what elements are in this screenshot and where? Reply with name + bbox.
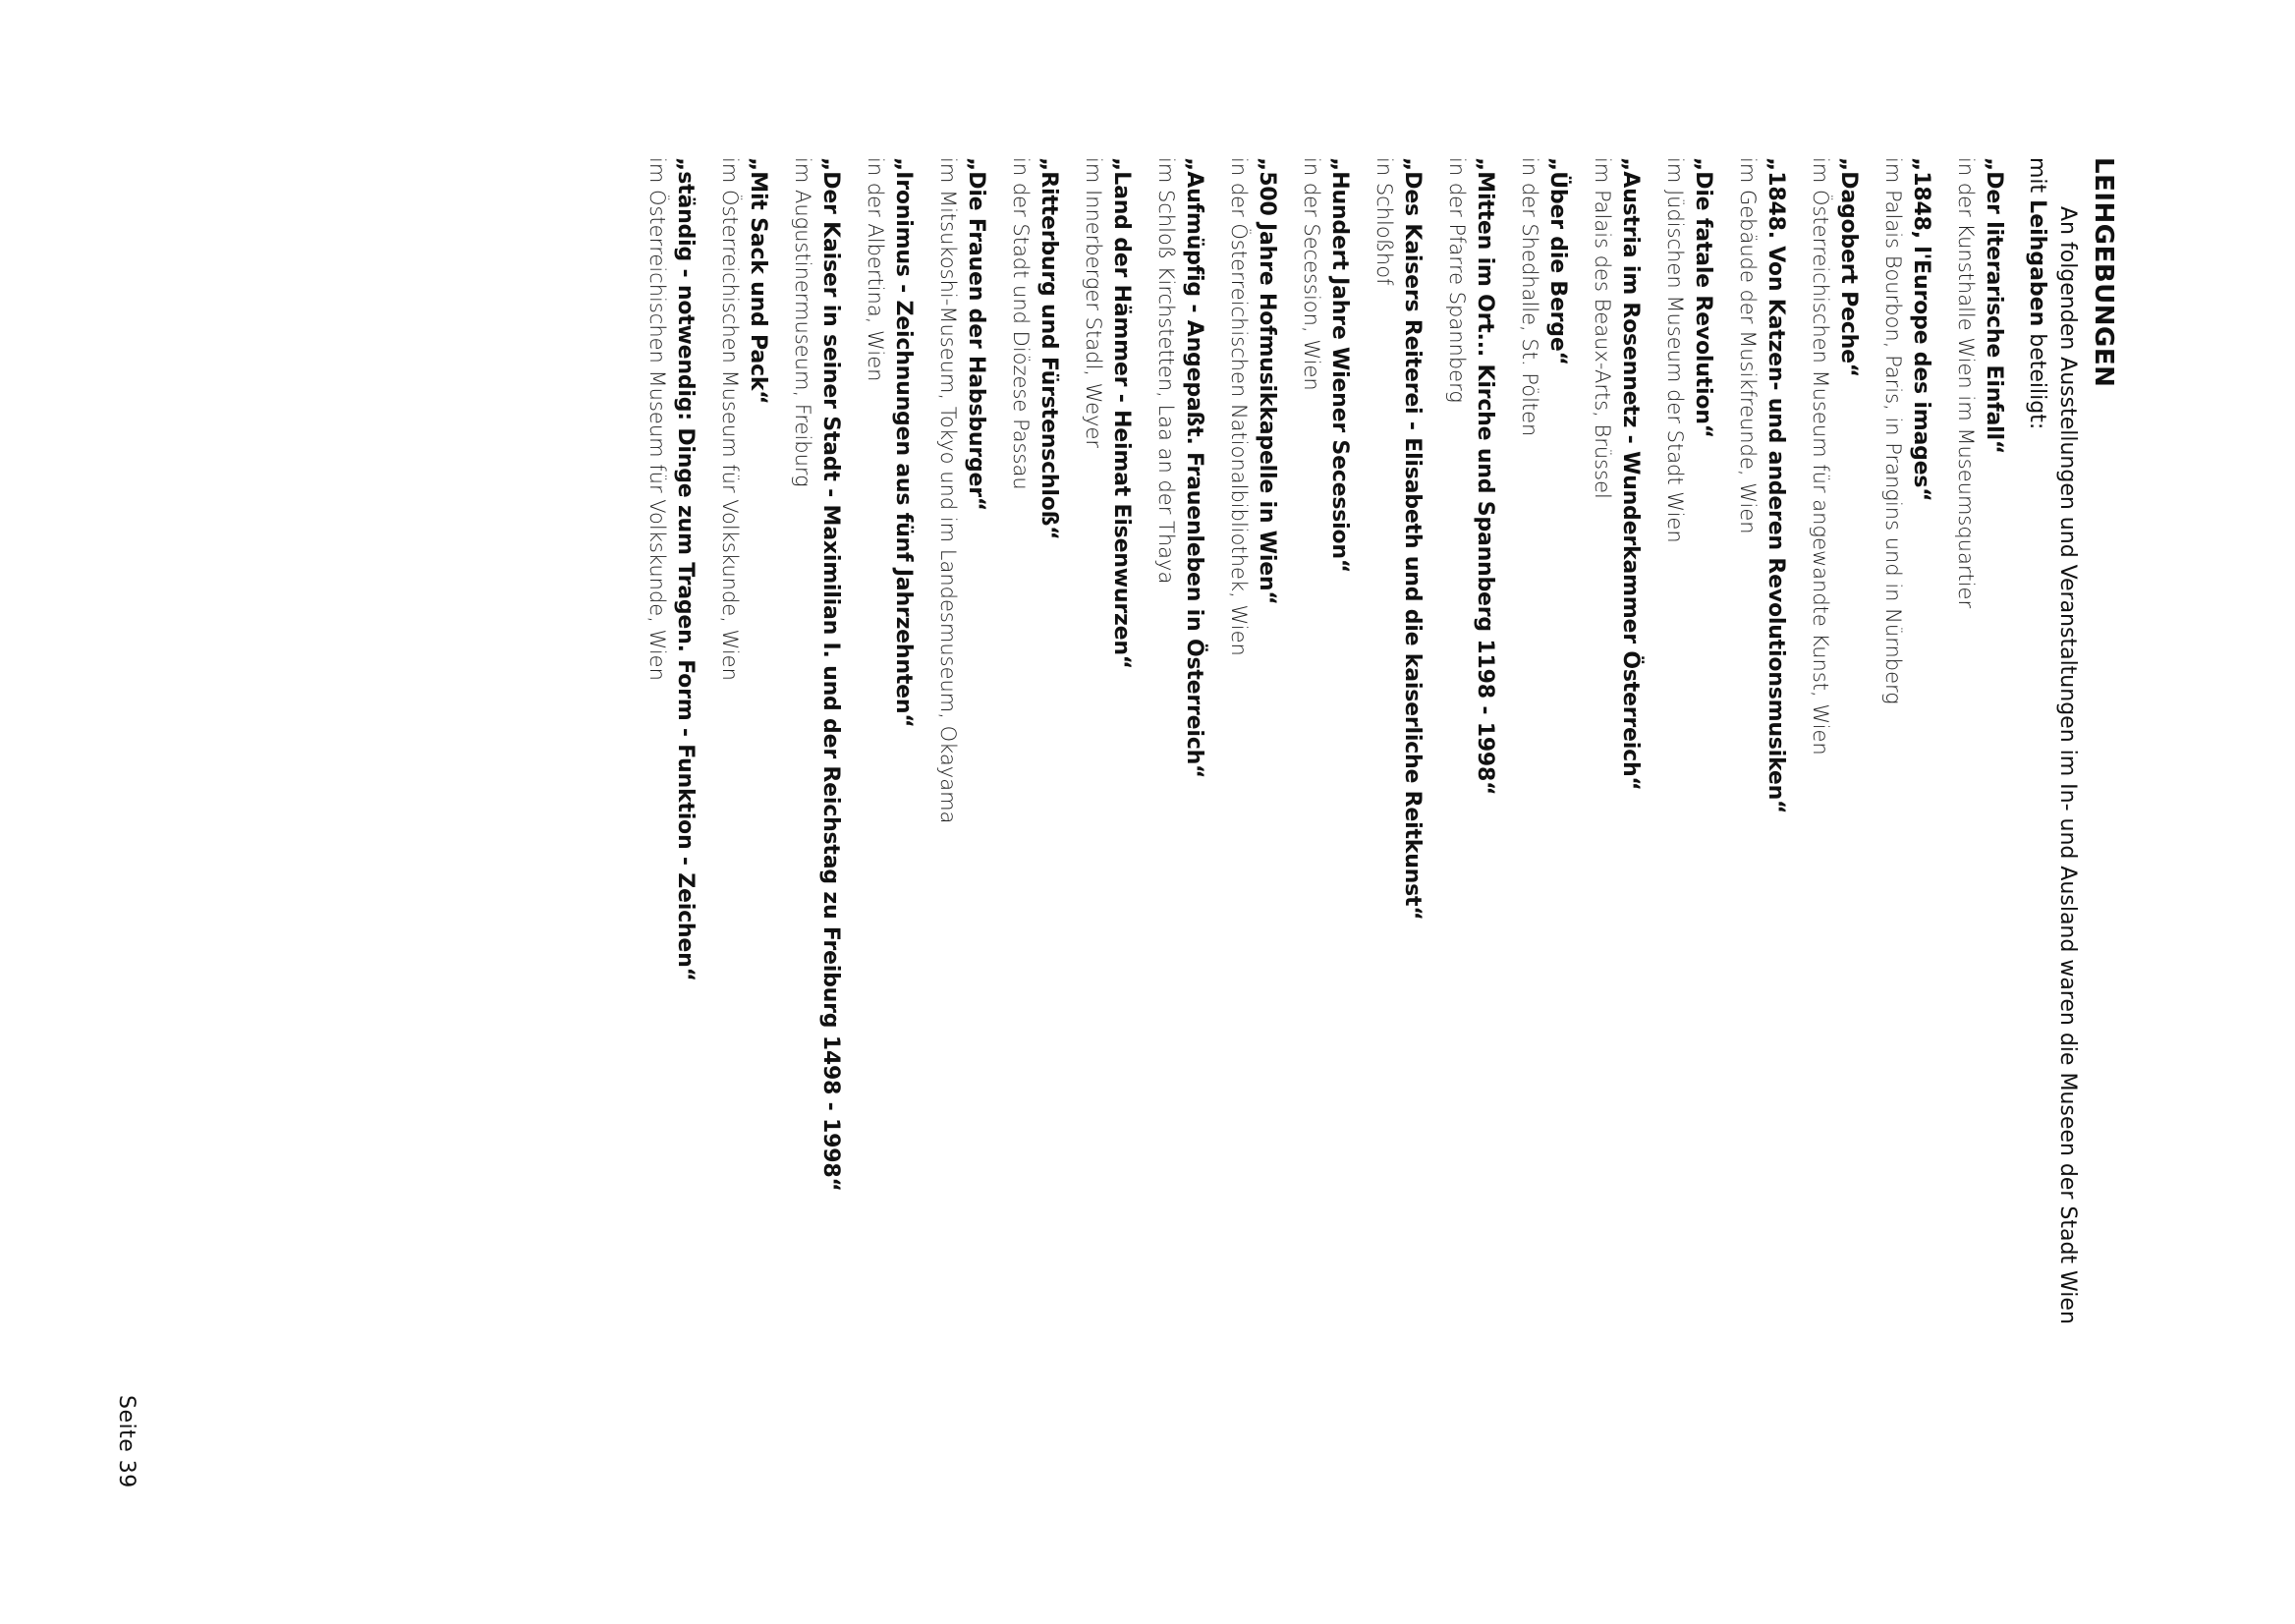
exhibition-title: „Dagobert Peche“ bbox=[1836, 157, 1861, 378]
exhibition-venue: in der Secession, Wien bbox=[1300, 157, 1323, 391]
list-item bbox=[1589, 157, 1645, 1434]
list-item bbox=[716, 157, 772, 1434]
list-item bbox=[789, 157, 845, 1434]
exhibition-venue: in der Shedhalle, St. Pölten bbox=[1518, 157, 1541, 437]
exhibition-title: „Des Kaisers Reiterei - Elisabeth und die kaiserliche Reitkunst“ bbox=[1400, 157, 1425, 921]
exhibition-title: „Land der Hämmer - Heimat Eisenwurzen“ bbox=[1109, 157, 1134, 670]
list-item bbox=[1298, 157, 1354, 1434]
exhibition-title: „1848, l'Europe des images“ bbox=[1909, 157, 1933, 502]
exhibition-title: „Die fatale Revolution“ bbox=[1691, 157, 1715, 438]
page-content bbox=[627, 157, 2118, 1434]
section-heading: LEIHGEBUNGEN bbox=[2089, 157, 2118, 388]
exhibition-title: „Aufmüpfig - Angepaßt. Frauenleben in Österreich“ bbox=[1182, 157, 1206, 779]
exhibition-venue: im Jüdischen Museum der Stadt Wien bbox=[1663, 157, 1687, 543]
exhibition-title: „Ironimus - Zeichnungen aus fünf Jahrzehnten“ bbox=[891, 157, 916, 728]
exhibition-title: „Mitten im Ort... Kirche und Spannberg 1198 - 1998“ bbox=[1473, 157, 1497, 796]
exhibition-title: „Der literarische Einfall“ bbox=[1982, 157, 2006, 455]
exhibition-title: „1848. Von Katzen- und anderen Revolutionsmusiken“ bbox=[1763, 157, 1788, 814]
list-item bbox=[1371, 157, 1427, 1434]
exhibition-venue: in der Albertina, Wien bbox=[864, 157, 887, 382]
exhibition-venue: in der Stadt und Diözese Passau bbox=[1009, 157, 1033, 490]
exhibition-title: „ständig - notwendig: Dinge zum Tragen. Form - Funktion - Zeichen“ bbox=[673, 157, 698, 981]
exhibition-title: „Hundert Jahre Wiener Secession“ bbox=[1327, 157, 1352, 574]
exhibition-venue: im Österreichischen Museum für Volkskunde, Wien bbox=[645, 157, 669, 681]
loan-exhibition-list bbox=[644, 157, 2008, 1434]
exhibition-title: „Der Kaiser in seiner Stadt - Maximilian I. und der Reichstag zu Freiburg 1498 - 1998“ bbox=[818, 157, 843, 1192]
list-item bbox=[1443, 157, 1499, 1434]
exhibition-venue: im Palais Bourbon, Paris, in Prangins und in Nürnberg bbox=[1881, 157, 1905, 704]
exhibition-venue: in der Kunsthalle Wien im Museumsquartier bbox=[1954, 157, 1978, 609]
intro-paragraph bbox=[2022, 157, 2083, 1434]
page-number: Seite 39 bbox=[114, 1395, 139, 1488]
list-item bbox=[1080, 157, 1136, 1434]
exhibition-title: „500 Jahre Hofmusikkapelle in Wien“ bbox=[1255, 157, 1279, 605]
exhibition-venue: in der Pfarre Spannberg bbox=[1445, 157, 1469, 403]
exhibition-title: „Mit Sack und Pack“ bbox=[746, 157, 770, 405]
list-item bbox=[1661, 157, 1717, 1434]
list-item bbox=[1225, 157, 1281, 1434]
exhibition-venue: in der Österreichischen Nationalbibliothek, Wien bbox=[1227, 157, 1251, 656]
exhibition-venue: in Schloßhof bbox=[1372, 157, 1396, 286]
exhibition-venue: im Mitsukoshi-Museum, Tokyo und im Landesmuseum, Okayama bbox=[936, 157, 960, 824]
exhibition-title: „Die Frauen der Habsburger“ bbox=[964, 157, 988, 512]
exhibition-title: „Ritterburg und Fürstenschloß“ bbox=[1036, 157, 1061, 540]
intro-line-2-bold: Leihgaben bbox=[2025, 199, 2049, 327]
list-item bbox=[862, 157, 918, 1434]
exhibition-venue: im Schloß Kirchstetten, Laa an der Thaya bbox=[1154, 157, 1178, 585]
exhibition-title: „Über die Berge“ bbox=[1545, 157, 1570, 365]
list-item bbox=[934, 157, 990, 1434]
exhibition-venue: im Augustinermuseum, Freiburg bbox=[791, 157, 814, 487]
list-item bbox=[1734, 157, 1790, 1434]
intro-line-2-suffix: beteiligt: bbox=[2025, 326, 2049, 430]
exhibition-venue: im Innerberger Stadl, Weyer bbox=[1082, 157, 1105, 449]
list-item bbox=[1952, 157, 2008, 1434]
intro-line-2-prefix: mit bbox=[2025, 157, 2049, 200]
intro-line-1: An folgenden Ausstellungen und Veranstaltungen im In- und Ausland waren die Museen der Stadt Wien bbox=[2055, 206, 2080, 1324]
list-item bbox=[1007, 157, 1063, 1434]
list-item bbox=[1516, 157, 1572, 1434]
list-item bbox=[1879, 157, 1935, 1434]
list-item bbox=[1807, 157, 1863, 1434]
exhibition-venue: im Gebäude der Musikfreunde, Wien bbox=[1736, 157, 1760, 534]
list-item bbox=[1152, 157, 1208, 1434]
list-item bbox=[644, 157, 700, 1434]
exhibition-venue: im Österreichischen Museum für Volkskunde, Wien bbox=[718, 157, 742, 681]
exhibition-venue: im Österreichischen Museum für angewandte Kunst, Wien bbox=[1809, 157, 1832, 756]
exhibition-venue: im Palais des Beaux-Arts, Brüssel bbox=[1591, 157, 1614, 499]
exhibition-title: „Austria im Rosennetz - Wunderkammer Österreich“ bbox=[1618, 157, 1643, 791]
